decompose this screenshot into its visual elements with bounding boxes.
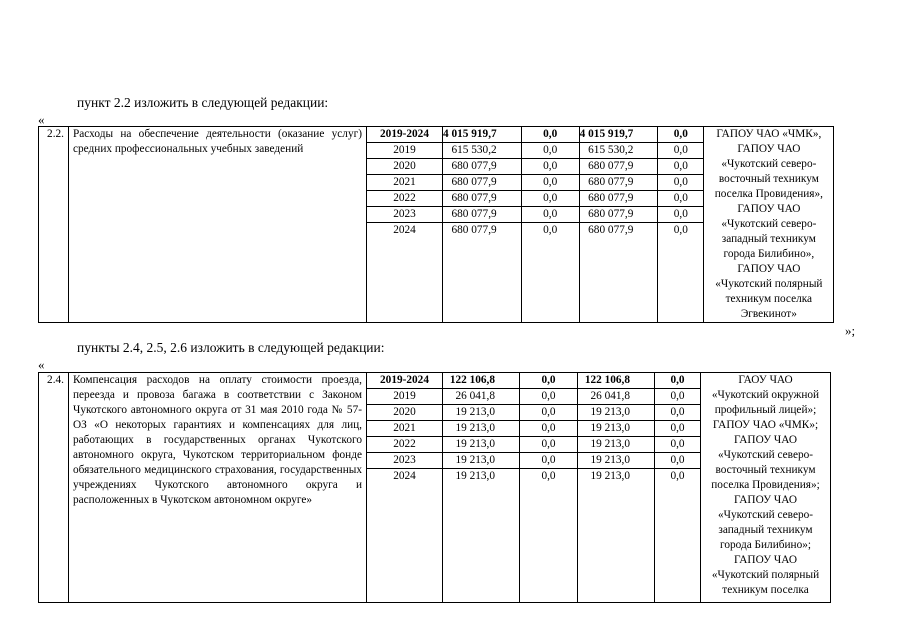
federal-cell xyxy=(521,127,579,323)
executor-line: ГАПОУ ЧАО xyxy=(737,143,801,155)
amount-item: 680 077,9 xyxy=(443,159,521,175)
executor-line: ГАПОУ ЧАО «ЧМК», xyxy=(716,128,822,140)
executor-line: ГАПОУ ЧАО xyxy=(733,554,798,566)
section1-table xyxy=(38,126,834,323)
amount-item: 0,0 xyxy=(522,143,579,159)
year-item: 2019 xyxy=(367,389,442,405)
regional-cell xyxy=(578,373,655,603)
amount-item: 19 213,0 xyxy=(578,453,654,469)
amount-item: 0,0 xyxy=(658,159,703,175)
amount-item: 0,0 xyxy=(541,470,556,482)
amount-item: 615 530,2 xyxy=(580,143,658,159)
table-row xyxy=(39,127,834,323)
executor-line: восточный техникум xyxy=(715,464,816,476)
executor-line: города Билибино»; xyxy=(719,539,812,551)
amount-item: 19 213,0 xyxy=(443,453,519,469)
amount-item: 680 077,9 xyxy=(443,191,521,207)
year-item: 2019-2024 xyxy=(367,373,442,389)
table-row xyxy=(39,373,831,603)
executor-line: «Чукотский северо- xyxy=(721,218,817,230)
other-sources-cell xyxy=(658,127,704,323)
description-text: Расходы на обеспечение деятельности (оказание услуг) средних профессиональных учебных заведений xyxy=(73,128,362,155)
year-item: 2021 xyxy=(367,421,442,437)
amount-item: 680 077,9 xyxy=(451,224,497,236)
amount-item: 680 077,9 xyxy=(443,207,521,223)
executor-line: «Чукотский полярный xyxy=(715,278,823,290)
executor-line: «Чукотский северо- xyxy=(717,449,814,461)
years-cell xyxy=(367,373,443,603)
other-sources-cell xyxy=(655,373,701,603)
amount-item: 680 077,9 xyxy=(443,175,521,191)
amount-item: 0,0 xyxy=(670,470,685,482)
executors-cell xyxy=(701,373,831,603)
amount-item: 19 213,0 xyxy=(578,437,654,453)
executor-line: Эгвекинот» xyxy=(740,308,797,320)
total-cell xyxy=(443,127,522,323)
section1-close-quote: »; xyxy=(845,323,856,338)
amount-item: 0,0 xyxy=(522,191,579,207)
executor-line: ГАПОУ ЧАО xyxy=(733,494,798,506)
amount-item: 0,0 xyxy=(520,389,577,405)
row-description xyxy=(69,127,367,323)
amount-item: 19 213,0 xyxy=(590,470,630,482)
year-item: 2023 xyxy=(367,453,442,469)
year-item: 2024 xyxy=(393,470,416,482)
executor-line: поселка Провидения»; xyxy=(711,479,820,491)
amount-item: 19 213,0 xyxy=(443,421,519,437)
executor-line: «Чукотский северо- xyxy=(721,158,817,170)
description-text: Компенсация расходов на оплату стоимости проезда, переезда и провоза багажа в соответствии с Законом Чукотского автономного округа от 31 мая 2010 года № 57-ОЗ «О некоторых гарантиях и компенсациях для лиц, работающих в государственных органах Чукотского автономного округа, Чукотском территориальном фонде обязательного медицинского страхования, государственных учреждениях Чукотского автономного округа и расположенных в Чукотском автономном округе» xyxy=(73,374,362,506)
amount-item: 0,0 xyxy=(655,421,700,437)
executor-line: «Чукотский окружной xyxy=(711,389,820,401)
year-item: 2022 xyxy=(367,191,442,207)
amount-item: 0,0 xyxy=(543,224,558,236)
amount-item: 0,0 xyxy=(658,143,703,159)
year-item: 2019-2024 xyxy=(367,127,442,143)
amount-item: 0,0 xyxy=(520,437,577,453)
amount-item: 0,0 xyxy=(655,373,700,389)
amount-item: 0,0 xyxy=(520,373,577,389)
amount-item: 0,0 xyxy=(522,127,579,143)
years-cell xyxy=(367,127,443,323)
amount-item: 0,0 xyxy=(658,127,703,143)
year-item: 2021 xyxy=(367,175,442,191)
executor-line: города Билибино», xyxy=(723,248,815,260)
amount-item: 122 106,8 xyxy=(443,373,519,389)
amount-item: 19 213,0 xyxy=(578,405,654,421)
amount-item: 680 077,9 xyxy=(588,224,634,236)
year-item: 2023 xyxy=(367,207,442,223)
amount-item: 0,0 xyxy=(522,175,579,191)
amount-item: 680 077,9 xyxy=(580,159,658,175)
amount-item: 680 077,9 xyxy=(580,175,658,191)
amount-item: 0,0 xyxy=(673,224,688,236)
row-number: 2.4. xyxy=(39,373,69,603)
executor-line: ГАПОУ ЧАО xyxy=(737,263,801,275)
year-item: 2020 xyxy=(367,405,442,421)
amount-item: 0,0 xyxy=(655,405,700,421)
amount-item: 0,0 xyxy=(655,453,700,469)
amount-item: 19 213,0 xyxy=(455,470,495,482)
executor-line: «Чукотский полярный xyxy=(711,569,820,581)
amount-item: 19 213,0 xyxy=(443,437,519,453)
amount-item: 0,0 xyxy=(520,421,577,437)
amount-item: 26 041,8 xyxy=(443,389,519,405)
section2-intro: пункты 2.4, 2.5, 2.6 изложить в следующей редакции: xyxy=(77,340,385,355)
amount-item: 680 077,9 xyxy=(580,191,658,207)
year-item: 2020 xyxy=(367,159,442,175)
executor-line: западный техникум xyxy=(721,233,816,245)
amount-item: 680 077,9 xyxy=(580,207,658,223)
year-item: 2019 xyxy=(367,143,442,159)
amount-item: 0,0 xyxy=(655,437,700,453)
executor-line: профильный лицей»; xyxy=(714,404,817,416)
amount-item: 0,0 xyxy=(655,389,700,405)
amount-item: 0,0 xyxy=(522,207,579,223)
section2-open-quote: « xyxy=(38,357,45,372)
amount-item: 615 530,2 xyxy=(443,143,521,159)
section1-open-quote: « xyxy=(38,112,45,127)
amount-item: 26 041,8 xyxy=(578,389,654,405)
executor-line: «Чукотский северо- xyxy=(717,509,814,521)
amount-item: 4 015 919,7 xyxy=(580,127,658,143)
executor-line: техникум поселка xyxy=(722,584,809,596)
regional-cell xyxy=(579,127,658,323)
amount-item: 0,0 xyxy=(658,175,703,191)
section2-table xyxy=(38,372,831,603)
federal-cell xyxy=(520,373,578,603)
row-description xyxy=(69,373,367,603)
executor-line: ГАОУ ЧАО xyxy=(738,374,793,386)
amount-item: 0,0 xyxy=(520,405,577,421)
amount-item: 19 213,0 xyxy=(443,405,519,421)
amount-item: 0,0 xyxy=(522,159,579,175)
amount-item: 4 015 919,7 xyxy=(443,127,521,143)
section1-intro: пункт 2.2 изложить в следующей редакции: xyxy=(77,95,329,110)
amount-item: 19 213,0 xyxy=(578,421,654,437)
row-number: 2.2. xyxy=(39,127,69,323)
executor-line: техникум поселка xyxy=(725,293,813,305)
executor-line: восточный техникум xyxy=(718,173,819,185)
executor-line: ГАПОУ ЧАО xyxy=(737,203,801,215)
executor-line: поселка Провидения», xyxy=(714,188,823,200)
amount-item: 122 106,8 xyxy=(578,373,654,389)
year-item: 2024 xyxy=(393,224,416,236)
amount-item: 0,0 xyxy=(658,207,703,223)
executor-line: ГАПОУ ЧАО xyxy=(733,434,798,446)
amount-item: 0,0 xyxy=(520,453,577,469)
amount-item: 0,0 xyxy=(658,191,703,207)
executors-cell xyxy=(704,127,834,323)
executor-line: западный техникум xyxy=(718,524,813,536)
executor-line: ГАПОУ ЧАО «ЧМК»; xyxy=(712,419,819,431)
year-item: 2022 xyxy=(367,437,442,453)
total-cell xyxy=(443,373,520,603)
